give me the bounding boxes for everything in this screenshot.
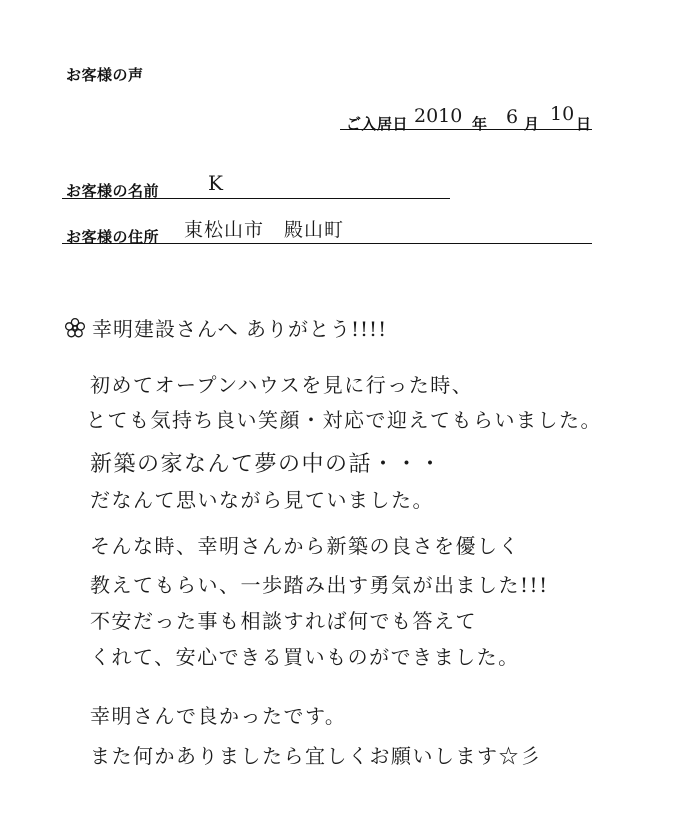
message-line: 新築の家なんて夢の中の話・・・ <box>90 452 443 477</box>
message-line: だなんて思いながら見ていました。 <box>90 488 434 512</box>
form-title: お客様の声 <box>66 66 144 84</box>
flower-icon <box>64 317 86 339</box>
customer-name-label: お客様の名前 <box>66 182 160 200</box>
message-line: そんな時、幸明さんから新築の良さを優しく <box>90 534 520 558</box>
customer-name-value: K <box>208 171 223 195</box>
message-line: とても気持ち良い笑顔・対応で迎えてもらいました。 <box>86 408 602 432</box>
customer-address-label: お客様の住所 <box>66 228 160 246</box>
message-line: 教えてもらい、一歩踏み出す勇気が出ました!!! <box>90 573 549 597</box>
message-heading <box>64 313 387 342</box>
message-line: 初めてオープンハウスを見に行った時、 <box>90 373 474 397</box>
move-in-year: 2010 <box>414 105 463 127</box>
customer-name-underline <box>62 198 450 199</box>
move-in-month: 6 <box>506 106 519 128</box>
message-line: 不安だった事も相談すれば何でも答えて <box>90 609 477 633</box>
move-in-date-label: ご入居日 <box>346 115 409 133</box>
message-heading-text: 幸明建設さんへ ありがとう!!!! <box>92 317 388 341</box>
message-line: くれて、安心できる買いものができました。 <box>90 645 520 669</box>
move-in-day: 10 <box>550 103 575 125</box>
move-in-day-unit: 日 <box>576 115 592 133</box>
message-line: また何かありましたら宜しくお願いします☆彡 <box>90 744 542 768</box>
customer-address-value: 東松山市 殿山町 <box>184 219 345 241</box>
move-in-date-underline <box>340 129 592 130</box>
move-in-month-unit: 月 <box>524 115 540 133</box>
message-line: 幸明さんで良かったです。 <box>90 704 347 728</box>
move-in-year-unit: 年 <box>472 115 488 133</box>
customer-address-underline <box>62 243 592 244</box>
